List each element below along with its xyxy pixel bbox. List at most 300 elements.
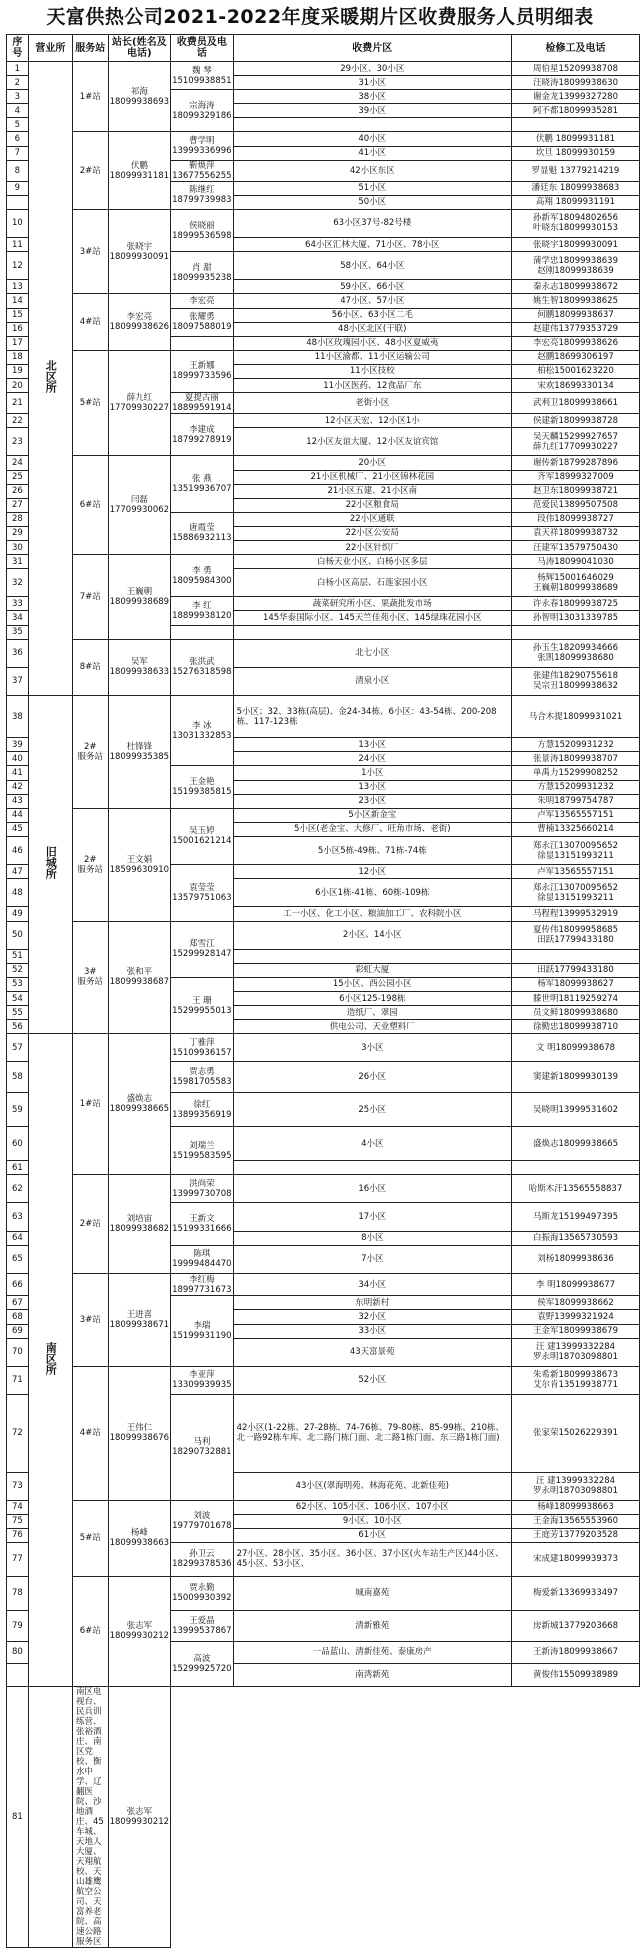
header-manager: 站长(姓名及电话) xyxy=(108,35,171,62)
row-area: 工一小区、化工小区、粮油加工厂、农科院小区 xyxy=(233,907,511,921)
row-seq: 53 xyxy=(7,977,29,991)
row-seq: 15 xyxy=(7,308,29,322)
row-area xyxy=(233,1161,511,1175)
table-row xyxy=(7,808,640,822)
row-seq: 55 xyxy=(7,1006,29,1020)
row-area: 64小区汇林大厦、71小区、78小区 xyxy=(233,238,511,252)
row-seq: 19 xyxy=(7,364,29,378)
collector-cell: 马利 18290732881 xyxy=(171,1395,234,1501)
row-area: 51小区 xyxy=(233,181,511,195)
row-seq: 3 xyxy=(7,90,29,104)
collector-cell: 张耀勇 18097588019 xyxy=(171,308,234,336)
row-area: 16小区 xyxy=(233,1175,511,1203)
station-cell: 3# 服务站 xyxy=(73,921,109,1034)
row-maintenance: 孙玉生18209934666 张凯18099938680 xyxy=(511,639,639,667)
station-manager: 杨峰 18099938663 xyxy=(108,1500,171,1576)
row-maintenance: 张志军18099930212 xyxy=(108,1686,171,1947)
row-seq: 38 xyxy=(7,696,29,738)
station-manager: 王巍朝 18099938689 xyxy=(108,555,171,640)
row-seq: 18 xyxy=(7,350,29,364)
collector-cell: 魏 琴 15109938851 xyxy=(171,62,234,90)
row-seq: 17 xyxy=(7,336,29,350)
row-seq: 59 xyxy=(7,1093,29,1127)
row-seq: 44 xyxy=(7,808,29,822)
row-maintenance: 方慧15209931232 xyxy=(511,738,639,752)
station-manager: 闫磊 17709930062 xyxy=(108,456,171,555)
row-seq: 69 xyxy=(7,1324,29,1338)
row-maintenance xyxy=(511,118,639,132)
collector-cell: 高波 15299925720 xyxy=(171,1641,234,1686)
row-seq: 28 xyxy=(7,512,29,526)
collector-cell: 肖 甜 18099935238 xyxy=(171,252,234,294)
row-seq: 13 xyxy=(7,280,29,294)
row-area: 11小区技校 xyxy=(233,364,511,378)
header-area: 收费片区 xyxy=(233,35,511,62)
row-seq: 36 xyxy=(7,639,29,667)
row-seq: 81 xyxy=(7,1686,29,1947)
station-cell: 8#站 xyxy=(73,639,109,695)
row-area: 42小区东区 xyxy=(233,160,511,181)
row-area: 33小区 xyxy=(233,1324,511,1338)
row-area: 11小区医药、12食品厂东 xyxy=(233,379,511,393)
row-maintenance: 田跃17799433180 xyxy=(511,963,639,977)
row-seq: 49 xyxy=(7,907,29,921)
row-area: 15小区、西公园小区 xyxy=(233,977,511,991)
row-seq: 73 xyxy=(7,1472,29,1500)
collector-cell: 王 珊 15299955013 xyxy=(171,977,234,1033)
row-seq: 71 xyxy=(7,1366,29,1394)
row-maintenance: 潘廷东 18099938683 xyxy=(511,181,639,195)
station-manager: 张晓宇 18099930091 xyxy=(108,209,171,294)
station-manager: 吴军 18099938633 xyxy=(108,639,171,695)
header-seq: 序号 xyxy=(7,35,29,62)
station-manager: 张志军 18099930212 xyxy=(108,1576,171,1686)
row-area: 造纸厂、翠园 xyxy=(233,1006,511,1020)
row-seq: 47 xyxy=(7,865,29,879)
row-seq: 63 xyxy=(7,1203,29,1231)
row-area: 62小区、105小区、106小区、107小区 xyxy=(233,1500,511,1514)
row-area: 6小区125-198栋 xyxy=(233,991,511,1005)
collector-cell: 李 红 18899938120 xyxy=(171,597,234,625)
row-seq: 37 xyxy=(7,667,29,695)
row-seq: 23 xyxy=(7,428,29,456)
row-maintenance: 赵鹏18699306197 xyxy=(511,350,639,364)
row-seq: 45 xyxy=(7,822,29,836)
row-maintenance: 朱希新18099938673 艾尔肯13519938771 xyxy=(511,1366,639,1394)
row-area: 9小区、10小区 xyxy=(233,1514,511,1528)
collector-cell: 李建成 18799278919 xyxy=(171,414,234,456)
row-area: 21小区五建、21小区南 xyxy=(233,484,511,498)
station-cell: 7#站 xyxy=(73,555,109,640)
row-area: 48小区北区(干联) xyxy=(233,322,511,336)
row-maintenance: 孙新军18094802656 叶晓东18099930153 xyxy=(511,209,639,237)
row-maintenance: 汪 建13999332284 罗永明18703098801 xyxy=(511,1472,639,1500)
row-area: 21小区机械厂、21小区锦林花园 xyxy=(233,470,511,484)
header-collector: 收费员及电话 xyxy=(171,35,234,62)
office-cell xyxy=(28,62,72,696)
row-area: 22小区通联 xyxy=(233,512,511,526)
row-maintenance: 张晓宇18099930091 xyxy=(511,238,639,252)
row-maintenance: 姚生智18099938625 xyxy=(511,294,639,308)
row-seq: 11 xyxy=(7,238,29,252)
row-area: 22小区粮食局 xyxy=(233,498,511,512)
station-cell: 5#站 xyxy=(73,1500,109,1576)
row-area: 白杨小区高层、石莲家园小区 xyxy=(233,569,511,597)
row-area: 61小区 xyxy=(233,1528,511,1542)
row-seq: 74 xyxy=(7,1500,29,1514)
row-area: 27小区、28小区、35小区、36小区、37小区(火车站生产区)44小区、45小区、53小区、 xyxy=(233,1543,511,1577)
row-seq: 75 xyxy=(7,1514,29,1528)
row-area: 145华泰国际小区、145天竺佳苑小区、145绿珠花园小区 xyxy=(233,611,511,625)
row-area: 29小区、30小区 xyxy=(233,62,511,76)
table-row xyxy=(7,1273,640,1296)
row-area: 22小区针织厂 xyxy=(233,540,511,554)
row-area: 23小区 xyxy=(233,794,511,808)
row-area: 4小区 xyxy=(233,1127,511,1161)
row-seq: 65 xyxy=(7,1245,29,1273)
row-area: 7小区 xyxy=(233,1245,511,1273)
station-manager: 薛九红 17709930227 xyxy=(108,350,171,456)
row-area: 47小区、57小区 xyxy=(233,294,511,308)
row-area: 8小区 xyxy=(233,1231,511,1245)
table-row xyxy=(7,1175,640,1203)
row-maintenance: 马斯龙15199497395 xyxy=(511,1203,639,1231)
row-seq: 8 xyxy=(7,160,29,181)
row-area: 北七小区 xyxy=(233,639,511,667)
row-area: 6小区1栋-41栋、60栋-109栋 xyxy=(233,879,511,907)
row-area: 5小区5栋-49栋、71栋-74栋 xyxy=(233,836,511,864)
collector-cell: 李宏亮 xyxy=(171,294,234,308)
row-maintenance: 员文鲜18099938680 xyxy=(511,1006,639,1020)
collector-cell: 袁莹莹 13579751063 xyxy=(171,865,234,921)
row-seq: 32 xyxy=(7,569,29,597)
row-seq: 29 xyxy=(7,526,29,540)
row-maintenance: 袁野13999321924 xyxy=(511,1310,639,1324)
row-maintenance: 滕世明18119259274 xyxy=(511,991,639,1005)
row-area: 供电公司、天业塑料厂 xyxy=(233,1020,511,1034)
row-maintenance: 坎旦 18099930159 xyxy=(511,146,639,160)
row-maintenance: 段伟18099938727 xyxy=(511,512,639,526)
row-maintenance: 武利卫18099938661 xyxy=(511,393,639,414)
row-seq: 2 xyxy=(7,76,29,90)
station-manager: 张和平 18099938687 xyxy=(108,921,171,1034)
row-seq: 39 xyxy=(7,738,29,752)
row-area: 南湾新苑 xyxy=(233,1664,511,1687)
row-area: 20小区 xyxy=(233,456,511,470)
row-seq: 31 xyxy=(7,555,29,569)
table-row xyxy=(7,1500,640,1514)
header-station: 服务站 xyxy=(73,35,109,62)
collector-cell: 徐红 13899356919 xyxy=(171,1093,234,1127)
row-area xyxy=(233,118,511,132)
station-manager: 刘培宙 18099938682 xyxy=(108,1175,171,1274)
row-maintenance: 赵建伟13779353729 xyxy=(511,322,639,336)
collector-cell: 贾志勇 15981705583 xyxy=(171,1062,234,1093)
row-maintenance: 李宏亮18099938626 xyxy=(511,336,639,350)
row-maintenance: 宋欢18699330134 xyxy=(511,379,639,393)
row-area: 22小区公安局 xyxy=(233,526,511,540)
station-cell: 5#站 xyxy=(73,350,109,456)
row-seq: 30 xyxy=(7,540,29,554)
row-maintenance: 杨辉15001646029 王巍朝18099938689 xyxy=(511,569,639,597)
row-seq: 48 xyxy=(7,879,29,907)
station-cell: 6#站 xyxy=(73,1576,109,1686)
row-area: 41小区 xyxy=(233,146,511,160)
collector-cell: 李亚萍 13309939935 xyxy=(171,1366,234,1394)
row-area: 25小区 xyxy=(233,1093,511,1127)
row-area: 5小区；32、33栋(高层)、金24-34栋、6小区：43-54栋、200-208栋、117-123栋 xyxy=(233,696,511,738)
row-maintenance: 汪建军13579750430 xyxy=(511,540,639,554)
header-maintenance: 检修工及电话 xyxy=(511,35,639,62)
table-row xyxy=(7,555,640,569)
row-maintenance: 文 明18099938678 xyxy=(511,1034,639,1062)
row-seq: 21 xyxy=(7,393,29,414)
collector-cell: 夏提古丽 18899591914 xyxy=(172,393,232,414)
row-seq: 58 xyxy=(7,1062,29,1093)
station-cell: 2#站 xyxy=(73,132,109,209)
table-row xyxy=(7,639,640,667)
row-area: 50小区 xyxy=(233,195,511,209)
row-seq: 27 xyxy=(7,498,29,512)
row-area: 13小区 xyxy=(233,780,511,794)
row-maintenance xyxy=(511,949,639,963)
row-area: 42小区(1-22栋、27-28栋、74-76栋、79-80栋、85-99栋、210栋、北一路92栋车库、北二路门栋门面、北二路1栋门面、东三路1栋门面) xyxy=(233,1395,511,1473)
row-seq: 79 xyxy=(7,1610,29,1641)
row-area: 52小区 xyxy=(233,1366,511,1394)
station-cell: 4#站 xyxy=(73,1366,109,1500)
row-maintenance: 杨军18099938627 xyxy=(511,977,639,991)
row-seq: 7 xyxy=(7,146,29,160)
row-seq: 66 xyxy=(7,1273,29,1296)
row-area: 清泉小区 xyxy=(233,667,511,695)
station-manager: 王伟仁 18099938676 xyxy=(108,1366,171,1500)
row-maintenance: 许永春18099938725 xyxy=(511,597,639,611)
collector-cell: 靳焕萍 13677556255 xyxy=(172,160,232,181)
table-row xyxy=(7,132,640,146)
row-seq: 6 xyxy=(7,132,29,146)
row-area: 白杨天业小区、白杨小区多层 xyxy=(233,555,511,569)
row-seq: 72 xyxy=(7,1395,29,1473)
row-seq: 77 xyxy=(7,1543,29,1577)
station-manager: 李宏亮 18099938626 xyxy=(108,294,171,350)
row-seq: 12 xyxy=(7,252,29,280)
row-seq: 67 xyxy=(7,1296,29,1310)
table-row xyxy=(7,1366,640,1394)
row-maintenance: 方慧15209931232 xyxy=(511,780,639,794)
row-area: 58小区、64小区 xyxy=(233,252,511,280)
row-area: 东明新村 xyxy=(233,1296,511,1310)
station-manager: 杜锋锋 18099935385 xyxy=(108,696,171,809)
collector-cell: 刘波 19779701678 xyxy=(171,1500,234,1542)
collector-cell: 王金艳 15199385815 xyxy=(171,766,234,808)
collector-cell: 王新娜 18999733596 xyxy=(171,350,234,392)
row-area: 南区电视台、民兵训练营、张裕酒庄、南区党校、衡水中学、辽翻医院、沙地酒庄、45车城、天地人大厦、天翔航校、天山雄鹰航空公司、天富养老院、高速公路服务区 xyxy=(73,1686,109,1947)
collector-cell xyxy=(171,625,234,639)
row-area: 蔬菜研究所小区、果蔬批发市场 xyxy=(233,597,511,611)
collector-cell: 李 勇 18095984300 xyxy=(171,555,234,597)
row-maintenance: 徐勤忠18099938710 xyxy=(511,1020,639,1034)
row-maintenance: 孙智明13031339785 xyxy=(511,611,639,625)
row-maintenance: 杨峰18099938663 xyxy=(511,1500,639,1514)
row-maintenance: 张家荣15026229391 xyxy=(511,1395,639,1473)
row-maintenance: 卢军13565557151 xyxy=(511,865,639,879)
row-maintenance: 秦永志18099938672 xyxy=(511,280,639,294)
row-seq: 62 xyxy=(7,1175,29,1203)
row-maintenance: 谢传新18799287896 xyxy=(511,456,639,470)
row-maintenance: 张景涛18099938707 xyxy=(511,752,639,766)
collector-cell: 张洪武 15276318598 xyxy=(171,639,234,695)
row-seq: 5 xyxy=(7,118,29,132)
row-area: 40小区 xyxy=(233,132,511,146)
row-area: 34小区 xyxy=(233,1273,511,1296)
row-seq: 9 xyxy=(7,181,29,195)
document-title: 天富供热公司2021-2022年度采暖期片区收费服务人员明细表 xyxy=(46,6,594,28)
row-maintenance: 白振海13565730593 xyxy=(511,1231,639,1245)
row-maintenance: 卢军13565557151 xyxy=(511,808,639,822)
row-area: 2小区、14小区 xyxy=(233,921,511,949)
row-seq: 50 xyxy=(7,921,29,949)
row-seq: 42 xyxy=(7,780,29,794)
row-seq: 4 xyxy=(7,104,29,118)
table-row xyxy=(7,294,640,308)
collector-cell: 张 燕 13519936707 xyxy=(171,456,234,512)
row-maintenance: 罗显魁 13779214219 xyxy=(511,160,639,181)
station-cell: 3#站 xyxy=(73,209,109,294)
collector-cell xyxy=(171,336,234,350)
table-row xyxy=(7,1686,640,1947)
row-maintenance: 窦建新18099930139 xyxy=(511,1062,639,1093)
row-maintenance: 袁天祥18099938732 xyxy=(511,526,639,540)
collector-cell: 李红梅 18997731673 xyxy=(172,1274,232,1295)
row-seq: 10 xyxy=(7,209,29,237)
station-manager: 祁海 18099938693 xyxy=(108,62,171,132)
row-area: 城南嘉苑 xyxy=(233,1576,511,1610)
station-cell: 4#站 xyxy=(73,294,109,350)
office-label: 旧城所 xyxy=(44,846,58,880)
row-maintenance: 范爱民13899507508 xyxy=(511,498,639,512)
collector-cell xyxy=(28,1686,72,1947)
station-cell: 2# 服务站 xyxy=(73,696,109,809)
row-seq: 1 xyxy=(7,62,29,76)
row-maintenance: 汪晓涛18099938630 xyxy=(511,76,639,90)
collector-cell: 贾永勤 15009930392 xyxy=(171,1576,234,1610)
row-area: 32小区 xyxy=(233,1310,511,1324)
office-cell xyxy=(28,1034,72,1687)
row-seq: 51 xyxy=(7,949,29,963)
row-maintenance: 曹楠13325660214 xyxy=(511,822,639,836)
row-maintenance: 盛焕志18099938665 xyxy=(511,1127,639,1161)
row-seq: 52 xyxy=(7,963,29,977)
row-area: 1小区 xyxy=(233,766,511,780)
collector-cell: 侯晓丽 18999536598 xyxy=(171,209,234,251)
row-seq: 54 xyxy=(7,991,29,1005)
row-seq: 43 xyxy=(7,794,29,808)
station-cell: 3#站 xyxy=(73,1273,109,1366)
row-area: 43小区(翠海明苑、林海花苑、北新佳苑) xyxy=(233,1472,511,1500)
row-maintenance: 张建伟18290755618 吴宗丑18099938632 xyxy=(511,667,639,695)
row-seq: 35 xyxy=(7,625,29,639)
row-area: 12小区 xyxy=(233,865,511,879)
collector-cell: 郑雪江 15299928147 xyxy=(171,921,234,977)
collector-cell: 丁雅萍 15109936157 xyxy=(171,1034,234,1062)
row-maintenance: 哈斯木汗13565558837 xyxy=(511,1175,639,1203)
collector-cell: 王爱晶 13999537867 xyxy=(171,1610,234,1641)
table-row xyxy=(7,696,640,738)
row-seq: 64 xyxy=(7,1231,29,1245)
row-seq xyxy=(7,195,29,209)
row-seq: 60 xyxy=(7,1127,29,1161)
row-area: 清新雅苑 xyxy=(233,1610,511,1641)
row-area: 39小区 xyxy=(233,104,511,118)
collector-cell: 李瑞 15199931190 xyxy=(171,1296,234,1366)
office-cell xyxy=(28,696,72,1034)
row-seq: 80 xyxy=(7,1641,29,1664)
row-maintenance: 郑永江13070095652 徐显13151993211 xyxy=(511,879,639,907)
collector-cell: 陈继红 18799739983 xyxy=(171,181,234,209)
table-row xyxy=(7,1034,640,1062)
row-seq: 16 xyxy=(7,322,29,336)
row-seq: 46 xyxy=(7,836,29,864)
row-area xyxy=(233,949,511,963)
collector-cell: 王新文 15199331666 xyxy=(171,1203,234,1245)
row-area: 12小区友谊大厦、12小区友谊宾馆 xyxy=(233,428,511,456)
row-seq: 70 xyxy=(7,1338,29,1366)
row-maintenance: 郑永江13070095652 徐显13151993211 xyxy=(511,836,639,864)
collector-cell: 吴玉婷 15001621214 xyxy=(171,808,234,864)
row-seq xyxy=(7,1664,29,1687)
collector-cell: 李 冰 13031332853 xyxy=(171,696,234,766)
station-manager: 伏鹏 18099931181 xyxy=(108,132,171,209)
row-seq: 26 xyxy=(7,484,29,498)
row-area: 5小区(老金宝、大修厂、旺角市场、老街) xyxy=(233,822,511,836)
row-area: 彩虹大厦 xyxy=(233,963,511,977)
collector-cell: 刘瑞兰 15199583595 xyxy=(171,1127,234,1175)
row-seq: 41 xyxy=(7,766,29,780)
row-maintenance: 朱明18799754787 xyxy=(511,794,639,808)
row-area: 12小区天宏、12小区1小 xyxy=(233,414,511,428)
row-maintenance: 黄俊伟15509938989 xyxy=(511,1664,639,1687)
row-area: 17小区 xyxy=(233,1203,511,1231)
row-seq: 33 xyxy=(7,597,29,611)
row-maintenance: 王金军18099938679 xyxy=(511,1324,639,1338)
header-office: 营业所 xyxy=(28,35,72,62)
row-maintenance: 齐军18999327009 xyxy=(511,470,639,484)
row-seq: 14 xyxy=(7,294,29,308)
station-cell: 2#站 xyxy=(73,1175,109,1274)
table-row xyxy=(7,456,640,470)
row-maintenance: 谢金龙13999327280 xyxy=(511,90,639,104)
row-area: 13小区 xyxy=(233,738,511,752)
office-label: 南区所 xyxy=(44,1341,58,1375)
row-maintenance: 夏传伟18099958685 田跃17799433180 xyxy=(511,921,639,949)
row-seq: 25 xyxy=(7,470,29,484)
row-maintenance: 王庭芳13779203528 xyxy=(511,1528,639,1542)
row-seq: 24 xyxy=(7,456,29,470)
table-row xyxy=(7,62,640,76)
row-maintenance: 马程程13999532919 xyxy=(511,907,639,921)
row-seq: 56 xyxy=(7,1020,29,1034)
row-maintenance: 梅爱新13369933497 xyxy=(511,1576,639,1610)
row-maintenance: 汪 建13999332284 罗永明18703098801 xyxy=(511,1338,639,1366)
row-maintenance xyxy=(511,1161,639,1175)
row-area xyxy=(233,625,511,639)
row-maintenance: 吴晓明13999531602 xyxy=(511,1093,639,1127)
table-row xyxy=(7,921,640,949)
row-area: 5小区新金宝 xyxy=(233,808,511,822)
row-area: 老街小区 xyxy=(233,393,511,414)
row-area: 26小区 xyxy=(233,1062,511,1093)
row-area: 43天富景苑 xyxy=(233,1338,511,1366)
